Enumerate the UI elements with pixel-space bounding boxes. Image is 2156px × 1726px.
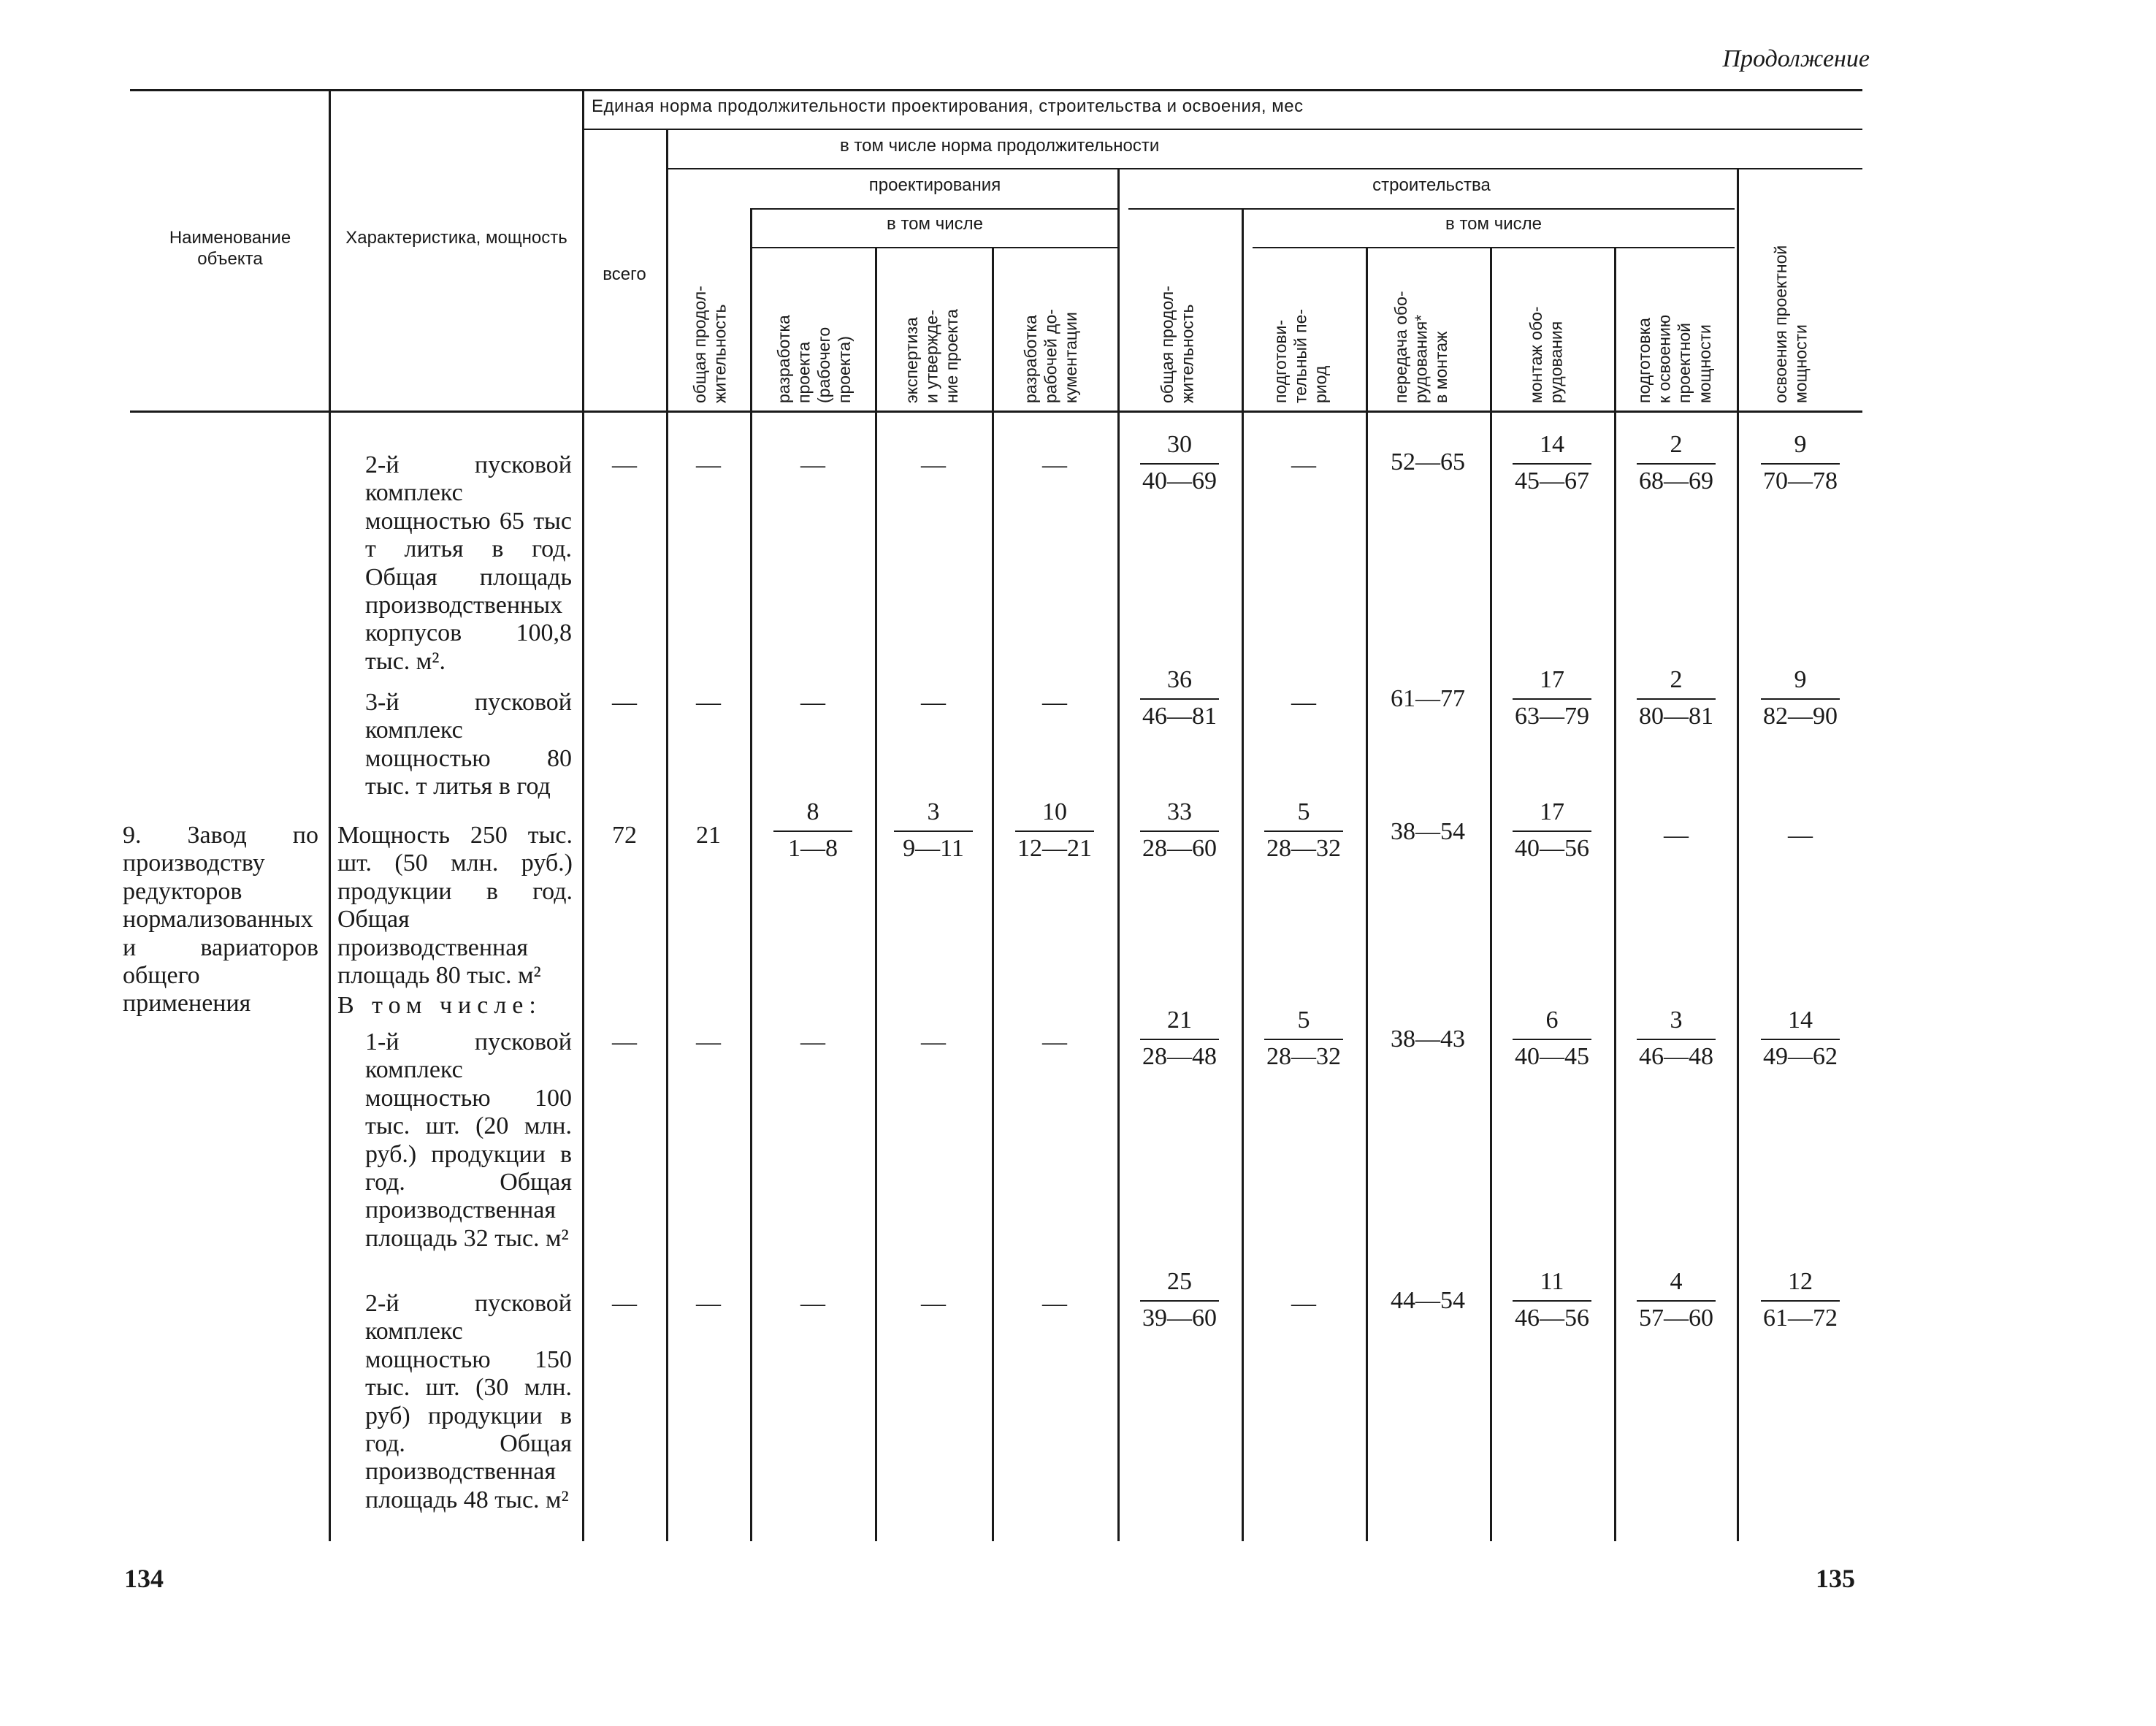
header-design-total: общая продол- жительность [690, 286, 730, 403]
row1-constr-total: 30 40—69 [1136, 431, 1223, 495]
header-constr-total: общая продол- жительность [1158, 286, 1197, 403]
row1-prep-mastering: 2 68—69 [1632, 431, 1720, 495]
row5-constr-total: 25 39—60 [1136, 1268, 1223, 1332]
object-9-name: 9. Завод по производству редукторов нормализованных и вариаторов общего применения [123, 822, 318, 1017]
row5-design-total: — [696, 1290, 721, 1317]
row3-mastering: — [1788, 822, 1813, 849]
header-design: проектирования [868, 175, 1001, 195]
row3-description: Мощность 250 тыс. шт. (50 млн. руб.) продукции в год. Общая производственная площадь 80 тыс. м² [337, 822, 573, 990]
row4-working-docs: — [1042, 1028, 1067, 1055]
row4-prep: 5 28—32 [1260, 1007, 1348, 1071]
header-incl-construction: в том числе [1445, 214, 1542, 234]
row1-project-dev: — [800, 451, 825, 478]
row2-prep: — [1291, 689, 1316, 716]
row3-prep: 5 28—32 [1260, 798, 1348, 863]
header-project-dev: разработка проекта (рабочего проекта) [774, 315, 854, 403]
col-sep-char [582, 89, 584, 1541]
row2-transfer: 61—77 [1391, 685, 1465, 712]
page-number-left: 134 [124, 1564, 164, 1593]
row2-mastering: 9 82—90 [1756, 666, 1844, 730]
row3-transfer: 38—54 [1391, 818, 1465, 845]
table-top-rule [130, 89, 1862, 91]
header-total: всего [603, 264, 646, 284]
row5-project-dev: — [800, 1290, 825, 1317]
row5-prep: — [1291, 1290, 1316, 1317]
col-sep-c-transfer [1490, 247, 1492, 1541]
col-sep-c-prep [1366, 247, 1368, 1541]
row5-total: — [612, 1290, 637, 1317]
row5-install: 11 46—56 [1508, 1268, 1596, 1332]
row5-transfer: 44—54 [1391, 1287, 1465, 1314]
row1-transfer: 52—65 [1391, 448, 1465, 476]
header-incl-norm: в том числе норма продолжительности [840, 136, 1160, 156]
col-sep-design [1117, 168, 1120, 1541]
row2-design-total: — [696, 689, 721, 716]
header-object-name: Наименование объекта [169, 228, 291, 269]
header-working-docs: разработка рабочей до- кументации [1021, 309, 1081, 403]
row1-expertise: — [921, 451, 946, 478]
row2-total: — [612, 689, 637, 716]
row1-working-docs: — [1042, 451, 1067, 478]
row2-description: 3-й пусковой комплекс мощностью 80 тыс. т литья в год [365, 689, 572, 801]
rule-under-construction [1128, 208, 1735, 210]
row5-description: 2-й пусковой комплекс мощностью 150 тыс. шт. (30 млн. руб) продукции в год. Общая производственная площадь 48 тыс. м² [365, 1290, 572, 1513]
row3-working-docs: 10 12—21 [1011, 798, 1098, 863]
row4-total: — [612, 1028, 637, 1055]
rule-under-incl-norm [668, 168, 1862, 169]
row2-project-dev: — [800, 689, 825, 716]
col-sep-construction [1737, 168, 1739, 1541]
row1-description: 2-й пусковой комплекс мощностью 65 тыс т литья в год. Общая площадь производственных корпусов 100,8 тыс. м². [365, 451, 572, 675]
page-number-right: 135 [1816, 1564, 1855, 1593]
row4-design-total: — [696, 1028, 721, 1055]
header-equipment-transfer: передача обо- рудования* в монтаж [1391, 291, 1451, 403]
row2-install: 17 63—79 [1508, 666, 1596, 730]
header-mastering: освоения проектной мощности [1771, 245, 1811, 403]
row4-prep-mastering: 3 46—48 [1632, 1007, 1720, 1071]
row4-expertise: — [921, 1028, 946, 1055]
row4-install: 6 40—45 [1508, 1007, 1596, 1071]
row3-project-dev: 8 1—8 [769, 798, 857, 863]
header-bottom-rule [130, 411, 1862, 413]
continued-note: Продолжение [1722, 45, 1870, 72]
row2-constr-total: 36 46—81 [1136, 666, 1223, 730]
header-incl-design: в том числе [887, 214, 983, 234]
col-sep-d-exp [992, 247, 994, 1541]
row2-expertise: — [921, 689, 946, 716]
col-sep-d-total [750, 208, 752, 1541]
col-sep-c-install [1614, 247, 1616, 1541]
header-characteristic: Характеристика, мощность [345, 228, 567, 248]
row4-project-dev: — [800, 1028, 825, 1055]
rule-under-design [752, 208, 1117, 210]
row4-description: 1-й пусковой комплекс мощностью 100 тыс. шт. (20 млн. руб.) продукции в год. Общая производственная площадь 32 тыс. м² [365, 1028, 572, 1252]
row3-prep-mastering: — [1664, 822, 1689, 849]
header-prep-period: подготови- тельный пе- риод [1271, 308, 1331, 403]
row5-expertise: — [921, 1290, 946, 1317]
row1-install: 14 45—67 [1508, 431, 1596, 495]
row3-total: 72 [612, 822, 637, 849]
row1-prep: — [1291, 451, 1316, 478]
rule-under-unified [584, 129, 1862, 130]
header-expertise: экспертиза и утвержде- ние проекта [902, 309, 962, 403]
row4-transfer: 38—43 [1391, 1026, 1465, 1053]
row4-constr-total: 21 28—48 [1136, 1007, 1223, 1071]
including-label: В том числе: [337, 992, 542, 1019]
row1-design-total: — [696, 451, 721, 478]
row3-expertise: 3 9—11 [890, 798, 977, 863]
row3-constr-total: 33 28—60 [1136, 798, 1223, 863]
col-sep-c-total [1242, 208, 1244, 1541]
row2-working-docs: — [1042, 689, 1067, 716]
row4-mastering: 14 49—62 [1756, 1007, 1844, 1071]
rule-under-incl-1 [752, 247, 1117, 248]
row5-working-docs: — [1042, 1290, 1067, 1317]
header-construction: строительства [1372, 175, 1491, 195]
header-prep-mastering: подготовка к освоению проектной мощности [1635, 314, 1714, 403]
header-unified-norm: Единая норма продолжительности проектирования, строительства и освоения, мес [592, 96, 1304, 116]
header-equipment-install: монтаж обо- рудования [1526, 306, 1566, 403]
col-sep-d-proj [875, 247, 877, 1541]
rule-under-incl-2 [1253, 247, 1735, 248]
row1-mastering: 9 70—78 [1756, 431, 1844, 495]
row5-mastering: 12 61—72 [1756, 1268, 1844, 1332]
row3-design-total: 21 [696, 822, 721, 849]
row2-prep-mastering: 2 80—81 [1632, 666, 1720, 730]
row1-total: — [612, 451, 637, 478]
row3-install: 17 40—56 [1508, 798, 1596, 863]
row5-prep-mastering: 4 57—60 [1632, 1268, 1720, 1332]
col-sep-name [329, 89, 331, 1541]
